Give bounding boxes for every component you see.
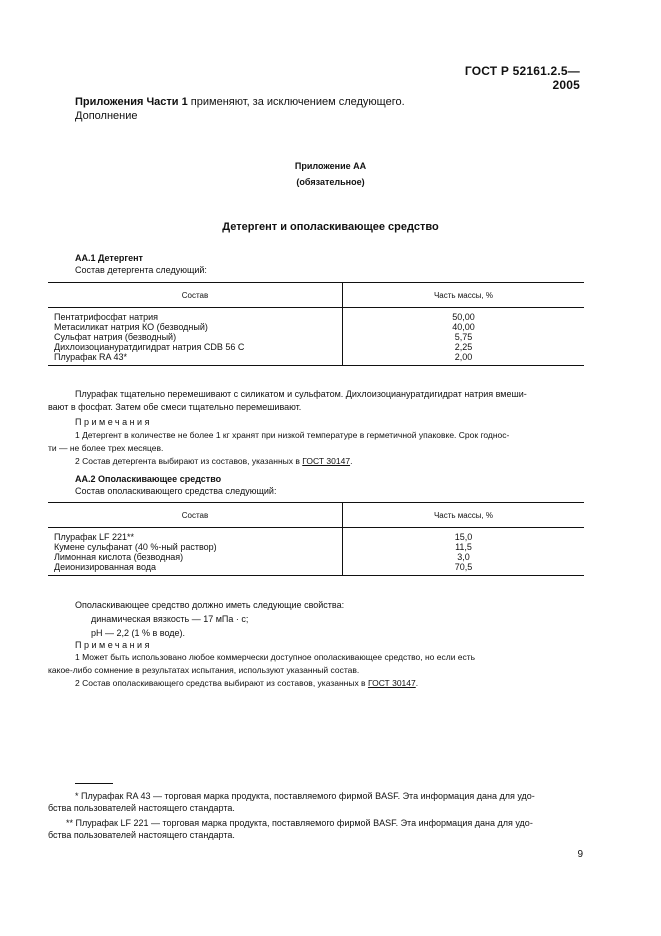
appendix-title: Приложение АА	[294, 161, 367, 171]
rinse-col-mass: Часть массы, %	[343, 503, 585, 528]
aa2-note2-end: .	[415, 678, 419, 688]
intro-line2: Дополнение	[75, 110, 138, 122]
table-cell: 11,5	[455, 542, 472, 552]
gost-30147-link[interactable]: ГОСТ 30147	[302, 456, 351, 466]
aa2-prop-ph: рН — 2,2 (1 % в воде).	[91, 628, 186, 638]
aa1-notes	[48, 429, 584, 468]
table-cell: Пентатрифосфат натрия	[48, 308, 343, 323]
table-cell: Плурафак RA 43*	[48, 352, 343, 366]
table-cell: 50,00	[452, 312, 475, 322]
aa1-note1-line1: 1 Детергент в количестве не более 1 кг хранят при низкой температуре в герметичной упаковке. Срок годнос-	[75, 430, 510, 440]
footnote-1-line1: * Плурафак RA 43 — торговая марка продукта, поставляемого фирмой BASF. Эта информация дана для удо-	[75, 791, 535, 801]
aa1-intro: Состав детергента следующий:	[75, 265, 207, 275]
aa1-para-line1: Плурафак тщательно перемешивают с силикатом и сульфатом. Дихлоизоциануратдигидрат натрия вмеши-	[75, 389, 527, 399]
aa2-intro: Состав ополаскивающего средства следующий:	[75, 486, 277, 496]
appendix-heading	[200, 158, 461, 190]
aa1-note2-end: .	[350, 456, 353, 466]
appendix-subtitle: (обязательное)	[296, 177, 365, 187]
aa1-note2-text: 2 Состав детергента выбирают из составов, указанных в	[75, 456, 303, 466]
intro-rest: применяют, за исключением следующего.	[187, 96, 405, 108]
intro-paragraph	[75, 95, 595, 123]
standard-designation: ГОСТ Р 52161.2.5—2005	[464, 64, 580, 92]
table-cell: 3,0	[457, 552, 470, 562]
aa2-properties	[75, 598, 585, 640]
table-cell: Метасиликат натрия КО (безводный)	[48, 322, 343, 332]
detergent-table	[48, 282, 584, 366]
intro-bold: Приложения Части 1	[75, 96, 188, 108]
aa2-note1-line2: какое-либо сомнение в результатах испытания, используют указанный состав.	[48, 665, 360, 675]
aa1-note2	[48, 455, 584, 468]
table-cell: Деионизированная вода	[48, 562, 343, 576]
footnote-2-line1: ** Плурафак LF 221 — торговая марка продукта, поставляемого фирмой BASF. Эта информация дана для удо-	[66, 818, 533, 828]
table-cell: 5,75	[454, 332, 473, 342]
aa2-props-intro: Ополаскивающее средство должно иметь следующие свойства:	[75, 600, 345, 610]
aa2-note2-text: 2 Состав ополаскивающего средства выбирают из составов, указанных в	[75, 678, 368, 688]
page-number: 9	[577, 849, 583, 860]
table-cell: Дихлоизоциануратдигидрат натрия CDB 56 C	[48, 342, 343, 352]
aa2-notes-label: Примечания	[75, 640, 152, 650]
aa2-note2	[48, 677, 584, 690]
table-cell: 2,00	[454, 352, 473, 362]
aa1-note1-line2: ти — не более трех месяцев.	[48, 443, 164, 453]
table-cell: Кумене сульфанат (40 %-ный раствор)	[48, 542, 343, 552]
aa2-heading: АА.2 Ополаскивающее средство	[75, 474, 222, 484]
table-cell: Плурафак LF 221**	[48, 528, 343, 543]
gost-30147-link[interactable]: ГОСТ 30147	[367, 678, 416, 688]
table-cell: 70,5	[454, 562, 473, 572]
aa2-notes	[48, 651, 584, 690]
footnote-1-line2: бства пользователей настоящего стандарта.	[48, 803, 235, 813]
footnotes	[48, 790, 584, 841]
detergent-col-composition: Состав	[48, 283, 343, 308]
table-cell: 2,25	[454, 342, 473, 352]
aa1-heading: АА.1 Детергент	[75, 253, 143, 263]
aa1-paragraph	[48, 388, 584, 414]
rinse-col-composition: Состав	[48, 503, 343, 528]
aa1-para-line2: вают в фосфат. Затем обе смеси тщательно перемешивают.	[48, 402, 302, 412]
section-title: Детергент и ополаскивающее средство	[222, 221, 439, 233]
table-cell: Лимонная кислота (безводная)	[48, 552, 343, 562]
detergent-col-mass: Часть массы, %	[343, 283, 585, 308]
aa2-note1-line1: 1 Может быть использовано любое коммерчески доступное ополаскивающее средство, но если есть	[75, 652, 476, 662]
footnote-2-line2: бства пользователей настоящего стандарта.	[48, 830, 235, 840]
table-cell: Сульфат натрия (безводный)	[48, 332, 343, 342]
table-cell: 40,00	[452, 322, 475, 332]
aa1-notes-label: Примечания	[75, 417, 152, 427]
rinse-table	[48, 502, 584, 576]
aa2-prop-viscosity: динамическая вязкость — 17 мПа · с;	[91, 614, 249, 624]
footnote-divider	[75, 783, 113, 784]
table-cell: 15,0	[454, 532, 473, 542]
